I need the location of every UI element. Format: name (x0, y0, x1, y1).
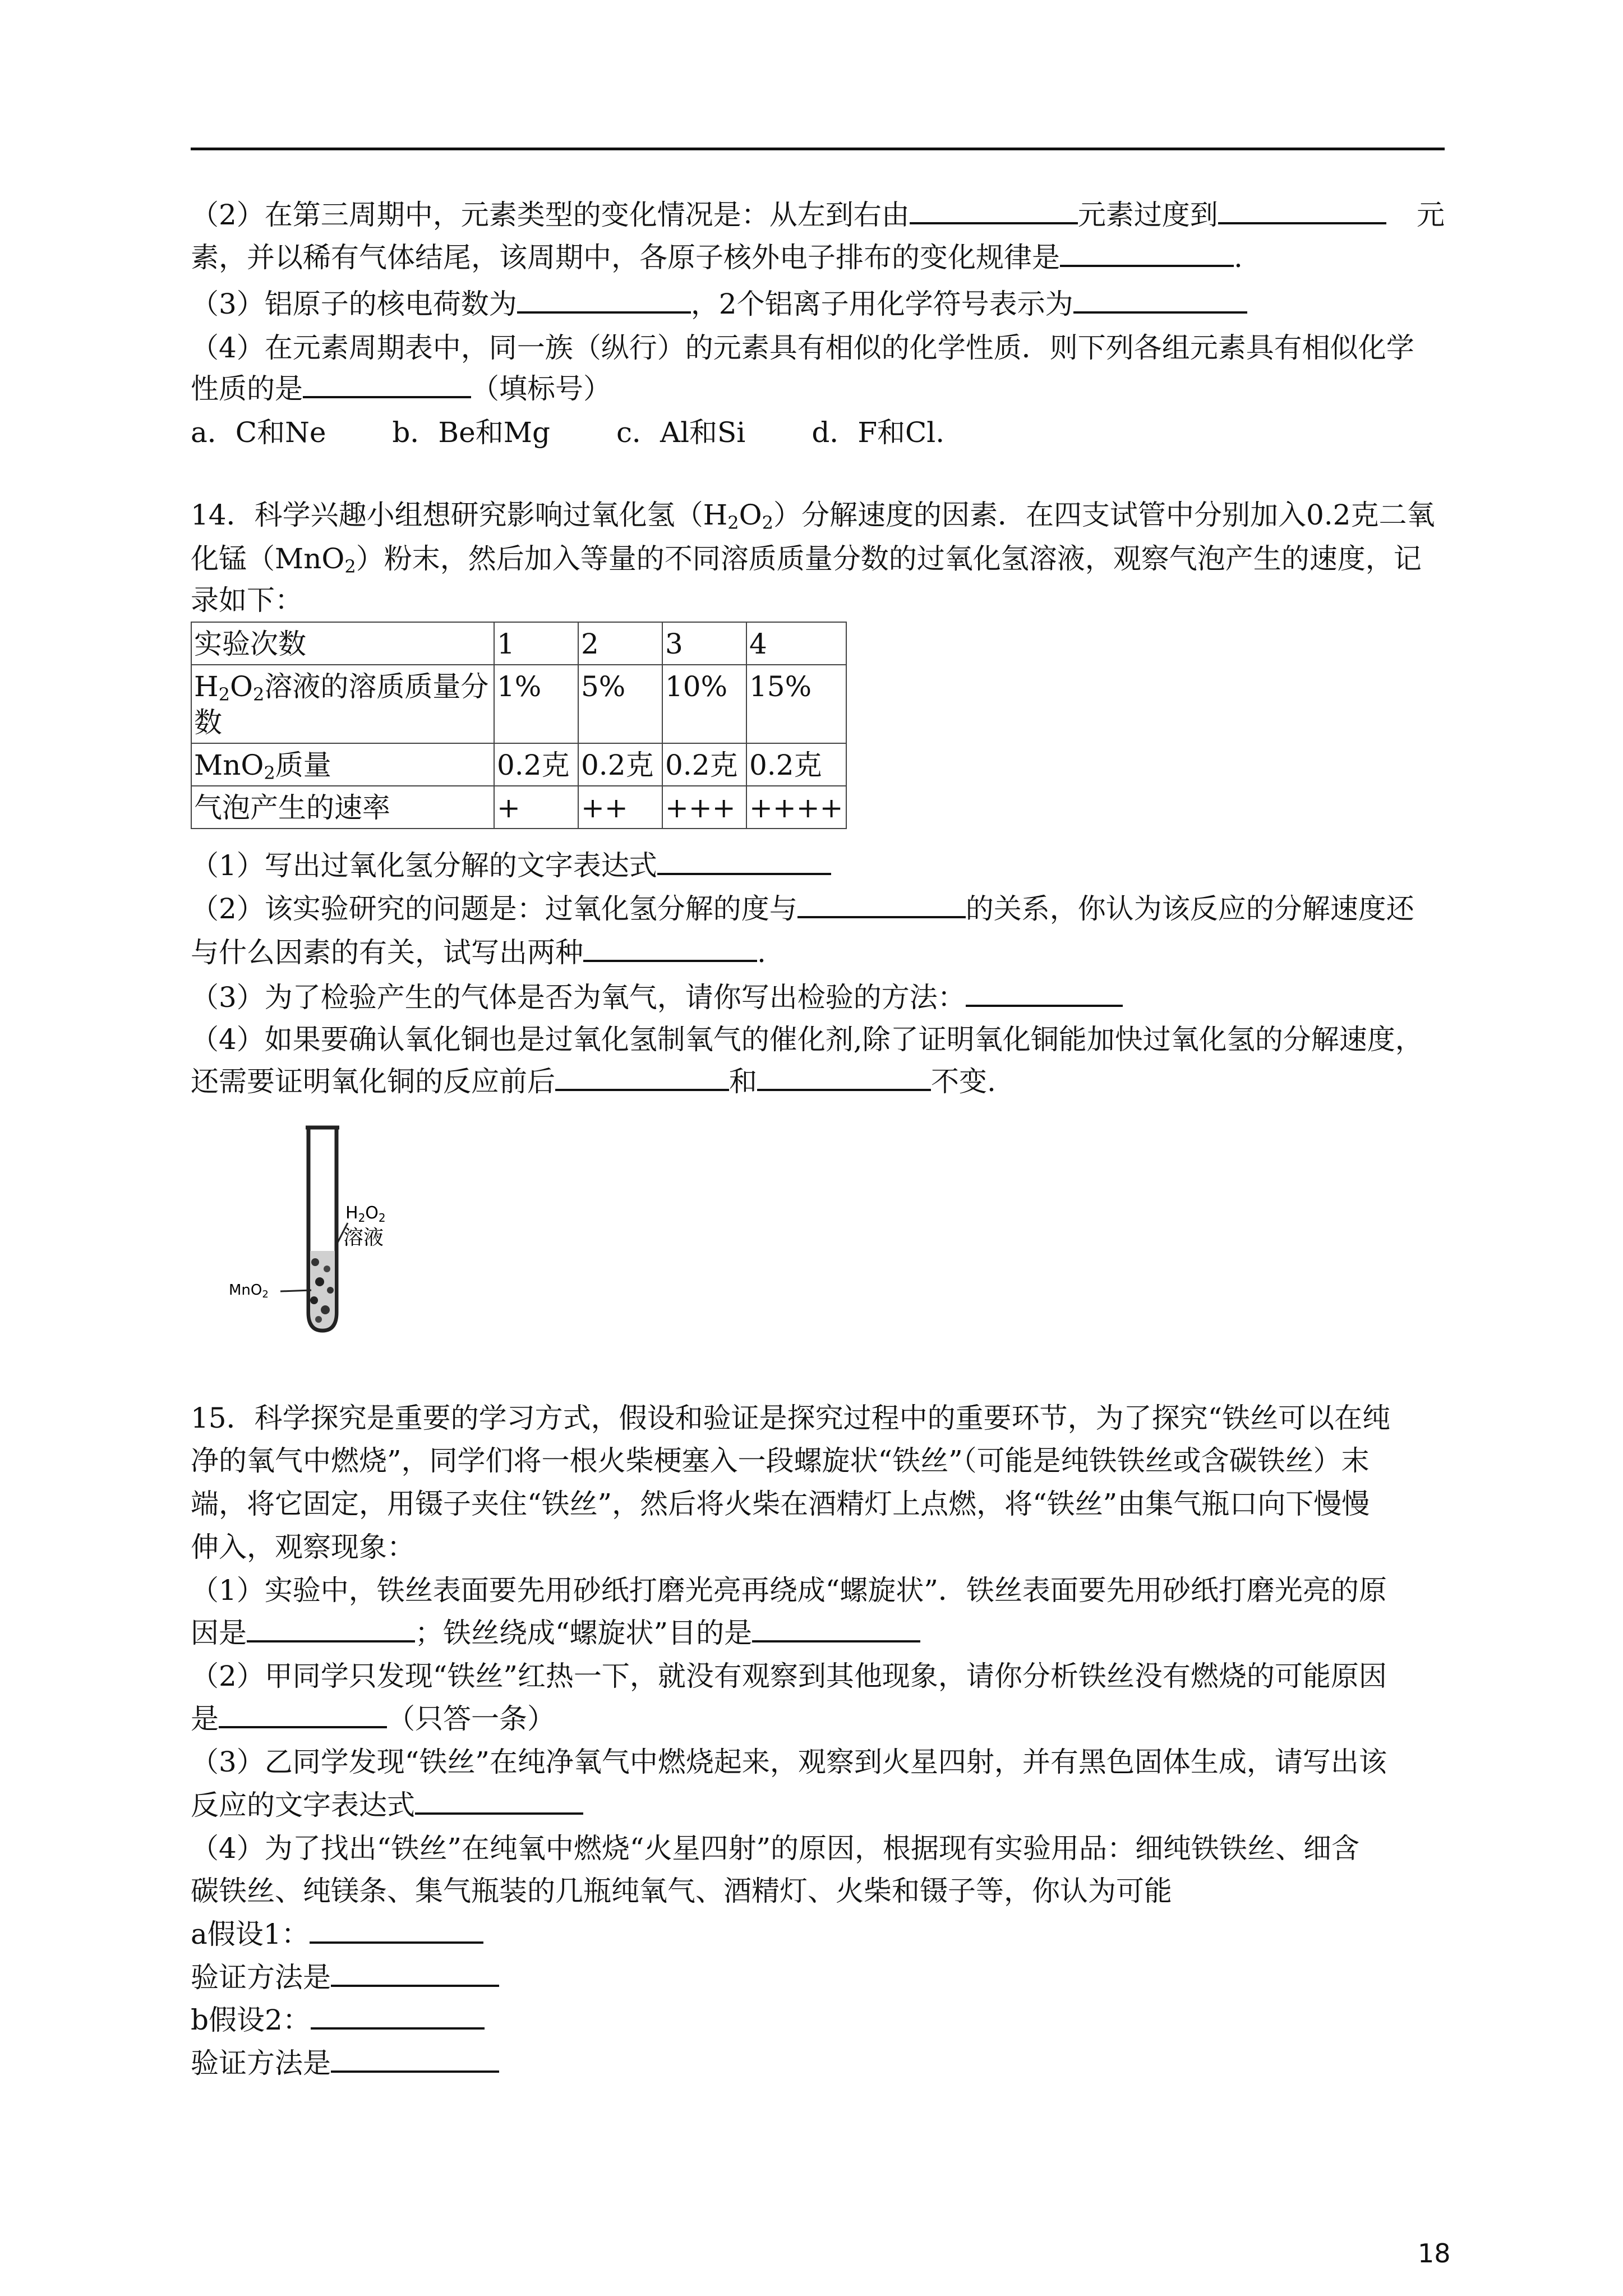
answer-blank[interactable] (331, 1959, 499, 1987)
answer-blank[interactable] (1218, 196, 1386, 224)
table-cell: MnO$_2$质量 (191, 743, 494, 786)
answer-blank[interactable] (757, 1063, 931, 1091)
answer-blank[interactable] (966, 979, 1123, 1007)
table-row (191, 743, 846, 786)
mno2-particle (310, 1296, 318, 1304)
answer-blank[interactable] (657, 847, 831, 875)
table-cell: 10% (662, 665, 746, 743)
table-cell: 2 (578, 622, 662, 665)
answer-blank[interactable] (517, 286, 691, 314)
table-row (191, 622, 846, 665)
q15-part4-line2: 碳铁丝、纯镁条、集气瓶装的几瓶纯氧气、酒精灯、火柴和镊子等，你认为可能 (191, 1875, 1172, 1907)
table-cell: 1 (494, 622, 578, 665)
q15-part2-line2: 是 （只答一条） (191, 1697, 555, 1740)
q13-part4-line2: 性质的是 （填标号） (191, 367, 611, 410)
mno2-label: MnO2 (229, 1282, 269, 1300)
table-cell: ++++ (746, 786, 846, 829)
answer-blank[interactable] (415, 1787, 583, 1815)
answer-blank[interactable] (310, 1916, 483, 1944)
q14-part2-line2: 与什么因素的有关，试写出两种 . (191, 931, 766, 974)
q15-part1-line1: （1）实验中，铁丝表面要先用砂纸打磨光亮再绕成“螺旋状”．铁丝表面要先用砂纸打磨光亮的原 (191, 1574, 1387, 1607)
q15-part3-line2: 反应的文字表达式 (191, 1784, 583, 1826)
q15-verify-2: 验证方法是 (191, 2042, 499, 2085)
q15-part3-line1: （3）乙同学发现“铁丝”在纯净氧气中燃烧起来，观察到火星四射，并有黑色固体生成，请写出该 (191, 1746, 1387, 1778)
q14-part3: （3）为了检验产生的气体是否为氧气，请你写出检验的方法： (191, 976, 1123, 1019)
answer-blank[interactable] (303, 370, 471, 398)
answer-blank[interactable] (331, 2045, 499, 2073)
answer-blank[interactable] (1060, 239, 1234, 267)
header-rule (191, 148, 1445, 150)
answer-blank[interactable] (752, 1614, 920, 1642)
answer-blank[interactable] (219, 1700, 387, 1728)
q13-part4-line1: （4）在元素周期表中，同一族（纵行）的元素具有相似的化学性质．则下列各组元素具有相似化学 (191, 332, 1414, 364)
table-cell: 15% (746, 665, 846, 743)
q15-part1-line2: 因是 ；铁丝绕成“螺旋状”目的是 (191, 1612, 920, 1654)
answer-blank[interactable] (583, 934, 757, 962)
q14-part4-line1: （4）如果要确认氧化铜也是过氧化氢制氧气的催化剂,除了证明氧化铜能加快过氧化氢的分解速度， (191, 1023, 1423, 1056)
table-cell: 3 (662, 622, 746, 665)
q14-part2-line1: （2）该实验研究的问题是：过氧化氢分解的度与 的关系，你认为该反应的分解速度还 (191, 887, 1414, 930)
q14-part4-line2: 还需要证明氧化铜的反应前后 和 不变. (191, 1060, 996, 1103)
page-number: 18 (1418, 2238, 1451, 2269)
h2o2-label: $H_2O_2$ (345, 1203, 386, 1225)
option-d: d．F和Cl. (811, 416, 945, 449)
table-row (191, 665, 846, 743)
mno2-particle (327, 1287, 334, 1294)
mno2-particle (311, 1258, 319, 1266)
table-row (191, 786, 846, 829)
answer-blank[interactable] (1073, 286, 1247, 314)
q13-part2-line1: （2）在第三周期中，元素类型的变化情况是：从左到右由 元素过度到 元 (191, 194, 1445, 236)
option-c: c．Al和Si (616, 416, 746, 449)
q15-hypothesis-1: a假设1： (191, 1913, 483, 1955)
table-cell: 气泡产生的速率 (191, 786, 494, 829)
q14-part1: （1）写出过氧化氢分解的文字表达式 (191, 844, 831, 887)
q15-hypothesis-2: b假设2： (191, 1999, 485, 2041)
table-cell: 5% (578, 665, 662, 743)
answer-blank[interactable] (910, 196, 1078, 224)
table-cell: ++ (578, 786, 662, 829)
table-cell: 实验次数 (191, 622, 494, 665)
table-cell: $H_2O_2$溶液的溶质质量分 数 (191, 665, 494, 743)
q14-intro-line2: 化锰（MnO$_2$）粉末，然后加入等量的不同溶质质量分数的过氧化氢溶液，观察气泡产生的速度，记 (191, 542, 1422, 577)
q13-options (191, 411, 1011, 454)
q14-intro-line3: 录如下： (191, 584, 303, 616)
table-cell: + (494, 786, 578, 829)
q15-intro-line4: 伸入，观察现象： (191, 1531, 415, 1563)
table-cell: 0.2克 (494, 743, 578, 786)
q13-part2-line2: 素，并以稀有气体结尾，该周期中，各原子核外电子排布的变化规律是 . (191, 236, 1243, 279)
mno2-particle (324, 1266, 330, 1272)
q15-part2-line1: （2）甲同学只发现“铁丝”红热一下，就没有观察到其他现象，请你分析铁丝没有燃烧的可能原因 (191, 1660, 1387, 1692)
answer-blank[interactable] (555, 1063, 729, 1091)
table-cell: 0.2克 (662, 743, 746, 786)
q15-part4-line1: （4）为了找出“铁丝”在纯氧中燃烧“火星四射”的原因，根据现有实验用品：细纯铁铁丝、细含 (191, 1832, 1360, 1865)
option-a: a．C和Ne (191, 416, 326, 449)
solution-label: 溶液 (343, 1226, 384, 1249)
q15-intro-line1: 15．科学探究是重要的学习方式，假设和验证是探究过程中的重要环节，为了探究“铁丝可以在纯 (191, 1402, 1391, 1434)
q14-intro-line1: 14．科学兴趣小组想研究影响过氧化氢$(H_2O_2)$分解速度的因素．在四支试管中分别加入0.2克二氧 (191, 499, 1435, 533)
q15-verify-1: 验证方法是 (191, 1956, 499, 1999)
table-cell: +++ (662, 786, 746, 829)
table-cell: 0.2克 (578, 743, 662, 786)
answer-blank[interactable] (797, 890, 966, 918)
mno2-particle (315, 1316, 322, 1323)
test-tube-figure (219, 1122, 454, 1346)
mno2-particle (315, 1277, 324, 1286)
experiment-table (191, 622, 847, 829)
leader-line (280, 1290, 311, 1291)
mno2-particle (321, 1305, 330, 1314)
answer-blank[interactable] (311, 2001, 485, 2030)
q13-part3: （3）铝原子的核电荷数为 ，2个铝离子用化学符号表示为 (191, 283, 1247, 325)
option-b: b．Be和Mg (392, 416, 550, 449)
table-cell: 0.2克 (746, 743, 846, 786)
q15-intro-line2: 净的氧气中燃烧”，同学们将一根火柴梗塞入一段螺旋状“铁丝”（可能是纯铁铁丝或含碳铁丝）末 (191, 1444, 1370, 1477)
table-cell: 4 (746, 622, 846, 665)
answer-blank[interactable] (247, 1614, 415, 1642)
q15-intro-line3: 端，将它固定，用镊子夹住“铁丝”，然后将火柴在酒精灯上点燃，将“铁丝”由集气瓶口向下慢慢 (191, 1488, 1370, 1520)
table-cell: 1% (494, 665, 578, 743)
